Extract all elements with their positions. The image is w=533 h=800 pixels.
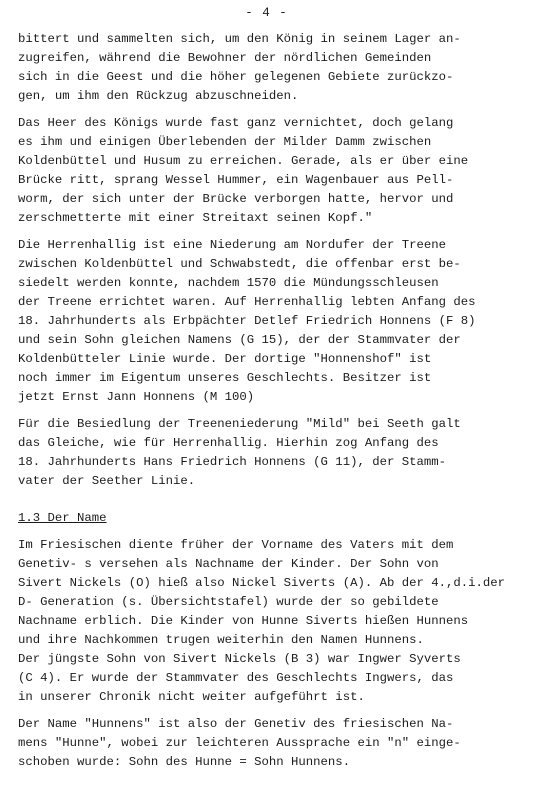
paragraph	[18, 715, 530, 772]
text-line: und ihre Nachkommen trugen weiterhin den Namen Hunnens.	[18, 633, 424, 647]
document-body	[18, 30, 530, 780]
section-heading-block	[18, 509, 530, 528]
text-line: vater der Seether Linie.	[18, 474, 196, 488]
text-line: zerschmetterte mit einer Streitaxt seinen Kopf."	[18, 211, 373, 225]
text-line: Im Friesischen diente früher der Vorname des Vaters mit dem	[18, 538, 454, 552]
text-line: in unserer Chronik nicht weiter aufgeführt ist.	[18, 690, 365, 704]
text-line: zugreifen, während die Bewohner der nördlichen Gemeinden	[18, 51, 432, 65]
text-line: Koldenbüttel und Husum zu erreichen. Gerade, als er über eine	[18, 154, 469, 168]
text-line: Koldenbütteler Linie wurde. Der dortige "Honnenshof" ist	[18, 352, 432, 366]
text-line: Der Name "Hunnens" ist also der Genetiv des friesischen Na-	[18, 717, 454, 731]
paragraph	[18, 30, 530, 106]
text-line: Für die Besiedlung der Treeneniederung "Mild" bei Seeth galt	[18, 417, 461, 431]
paragraph	[18, 236, 530, 407]
text-line: worm, der sich unter der Brücke verborgen hatte, hervor und	[18, 192, 454, 206]
paragraph	[18, 536, 530, 707]
text-line: (C 4). Er wurde der Stammvater des Geschlechts Ingwers, das	[18, 671, 454, 685]
section-heading: 1.3 Der Name	[18, 511, 107, 525]
text-line: es ihm und einigen Überlebenden der Milder Damm zwischen	[18, 135, 432, 149]
text-line: jetzt Ernst Jann Honnens (M 100)	[18, 390, 255, 404]
text-line: noch immer im Eigentum unseres Geschlechts. Besitzer ist	[18, 371, 432, 385]
text-line: und sein Sohn gleichen Namens (G 15), der der Stammvater der	[18, 333, 461, 347]
text-line: das Gleiche, wie für Herrenhallig. Hierhin zog Anfang des	[18, 436, 439, 450]
text-line: zwischen Koldenbüttel und Schwabstedt, die offenbar erst be-	[18, 257, 461, 271]
text-line: Das Heer des Königs wurde fast ganz vernichtet, doch gelang	[18, 116, 454, 130]
page-number: - 4 -	[245, 6, 288, 20]
text-line: Brücke ritt, sprang Wessel Hummer, ein Wagenbauer aus Pell-	[18, 173, 454, 187]
text-line: der Treene errichtet waren. Auf Herrenhallig lebten Anfang des	[18, 295, 476, 309]
text-line: schoben wurde: Sohn des Hunne = Sohn Hunnens.	[18, 755, 351, 769]
text-line: Die Herrenhallig ist eine Niederung am Nordufer der Treene	[18, 238, 447, 252]
text-line: sich in die Geest und die höher gelegenen Gebiete zurückzo-	[18, 70, 454, 84]
text-line: Sivert Nickels (O) hieß also Nickel Siverts (A). Ab der 4.,d.i.der	[18, 576, 506, 590]
text-line: 18. Jahrhunderts Hans Friedrich Honnens (G 11), der Stamm-	[18, 455, 447, 469]
text-line: mens "Hunne", wobei zur leichteren Aussprache ein "n" einge-	[18, 736, 461, 750]
text-line: Nachname erblich. Die Kinder von Hunne Siverts hießen Hunnens	[18, 614, 469, 628]
text-line: bittert und sammelten sich, um den König in seinem Lager an-	[18, 32, 461, 46]
text-line: 18. Jahrhunderts als Erbpächter Detlef Friedrich Honnens (F 8)	[18, 314, 476, 328]
text-line: Der jüngste Sohn von Sivert Nickels (B 3) war Ingwer Syverts	[18, 652, 461, 666]
text-line: D- Generation (s. Übersichtstafel) wurde der so gebildete	[18, 595, 439, 609]
text-line: gen, um ihm den Rückzug abzuschneiden.	[18, 89, 299, 103]
text-line: siedelt werden konnte, nachdem 1570 die Mündungsschleusen	[18, 276, 439, 290]
paragraph	[18, 415, 530, 491]
text-line: Genetiv- s versehen als Nachname der Kinder. Der Sohn von	[18, 557, 439, 571]
paragraph	[18, 114, 530, 228]
